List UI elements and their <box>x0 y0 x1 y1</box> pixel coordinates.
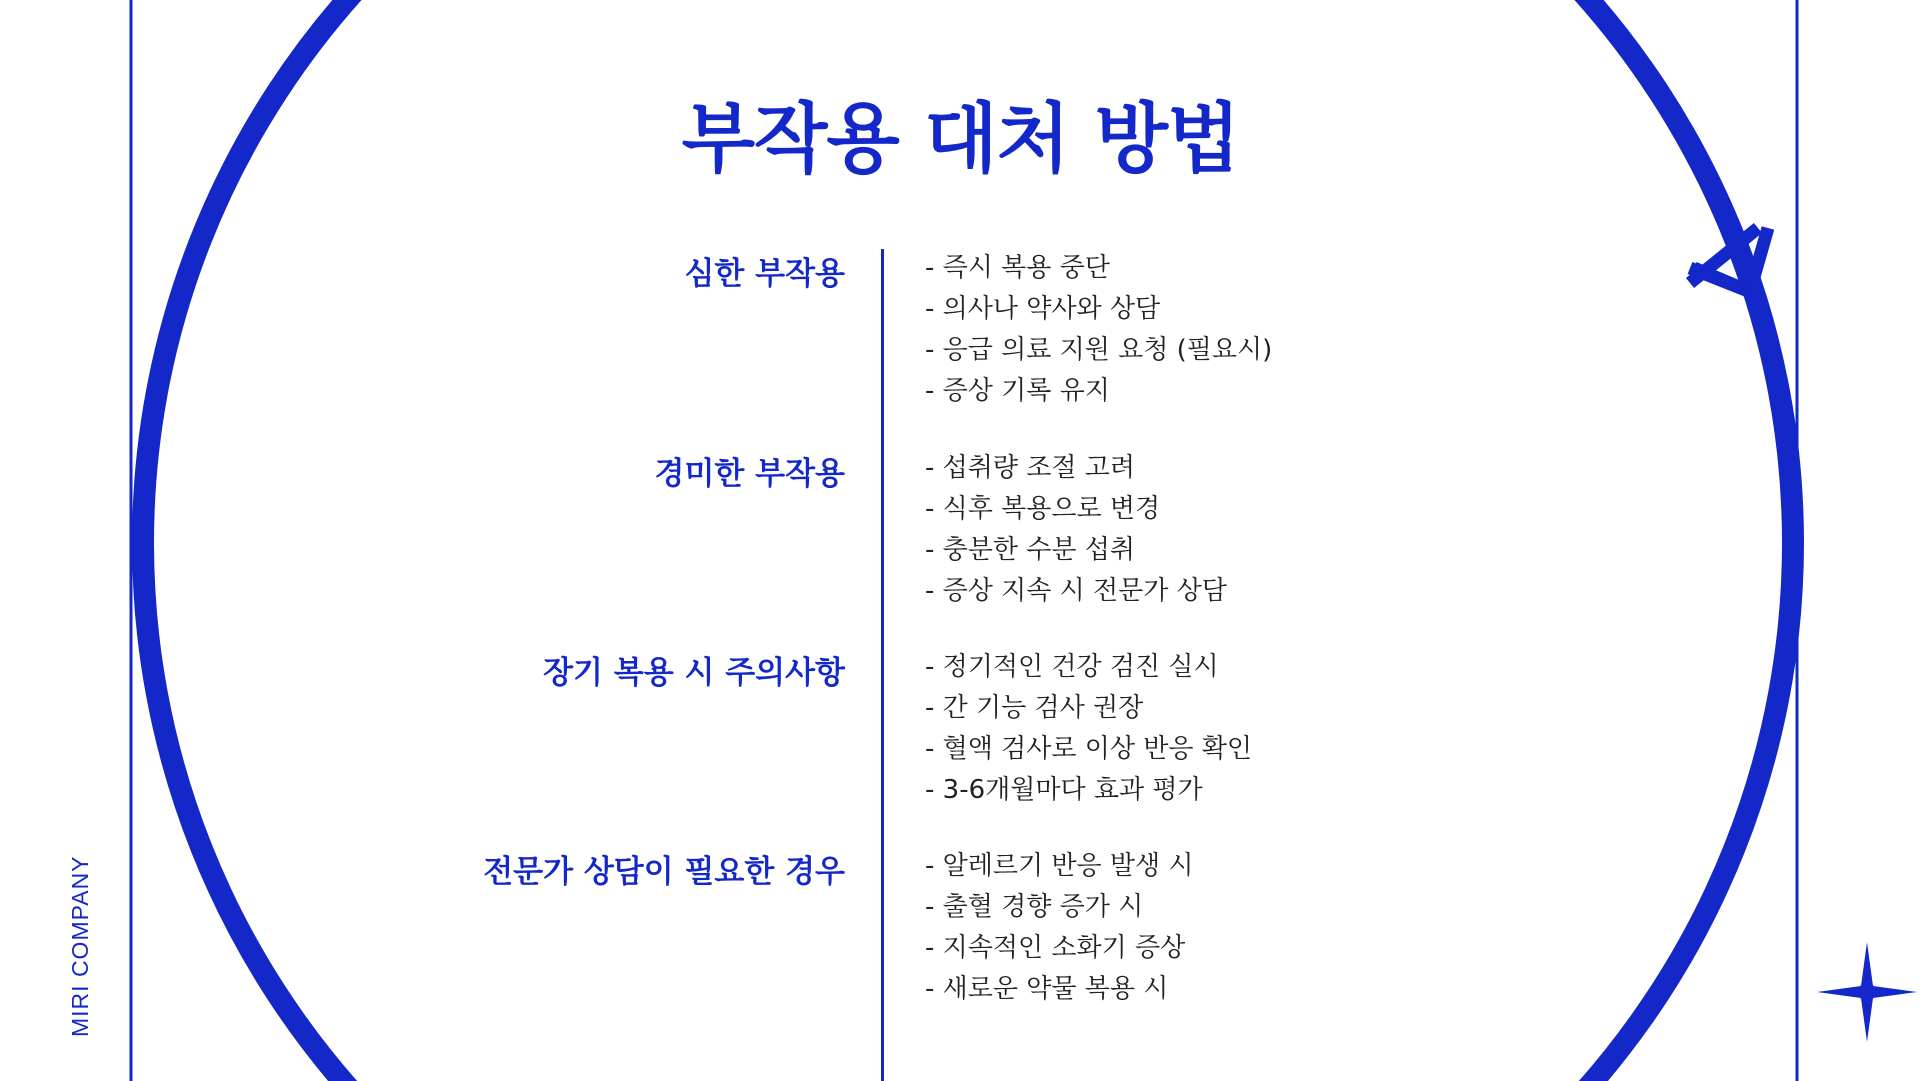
list-item: - 의사나 약사와 상담 <box>925 294 1161 324</box>
list-item: - 증상 지속 시 전문가 상담 <box>925 576 1227 606</box>
list-item: - 식후 복용으로 변경 <box>925 494 1161 524</box>
page-title: 부작용 대처 방법 <box>681 94 1240 183</box>
center-divider <box>881 249 884 1081</box>
list-item: - 출혈 경향 증가 시 <box>925 892 1144 922</box>
list-item: - 간 기능 검사 권장 <box>925 693 1144 723</box>
list-item: - 3-6개월마다 효과 평가 <box>925 775 1203 805</box>
list-item: - 새로운 약물 복용 시 <box>925 974 1169 1004</box>
item-list <box>925 448 1227 612</box>
list-item: - 증상 기록 유지 <box>925 376 1110 406</box>
list-item: - 알레르기 반응 발생 시 <box>925 851 1194 881</box>
four-point-star-icon <box>1817 942 1917 1042</box>
list-item: - 응급 의료 지원 요청 (필요시) <box>925 335 1273 365</box>
list-item: - 지속적인 소화기 증상 <box>925 933 1186 963</box>
list-item: - 정기적인 건강 검진 실시 <box>925 652 1219 682</box>
list-item: - 충분한 수분 섭취 <box>925 535 1135 565</box>
item-list <box>925 647 1252 811</box>
brand-label: MIRI COMPANY <box>67 855 93 1037</box>
section-heading: 심한 부작용 <box>684 256 845 292</box>
list-item: - 섭취량 조절 고려 <box>925 453 1135 483</box>
item-list <box>925 846 1194 1010</box>
list-item: - 혈액 검사로 이상 반응 확인 <box>925 734 1252 764</box>
section-heading: 장기 복용 시 주의사항 <box>543 655 845 691</box>
item-list <box>925 248 1272 412</box>
list-item: - 즉시 복용 중단 <box>925 253 1110 283</box>
section-heading: 경미한 부작용 <box>654 456 845 492</box>
section-heading: 전문가 상담이 필요한 경우 <box>483 854 845 890</box>
